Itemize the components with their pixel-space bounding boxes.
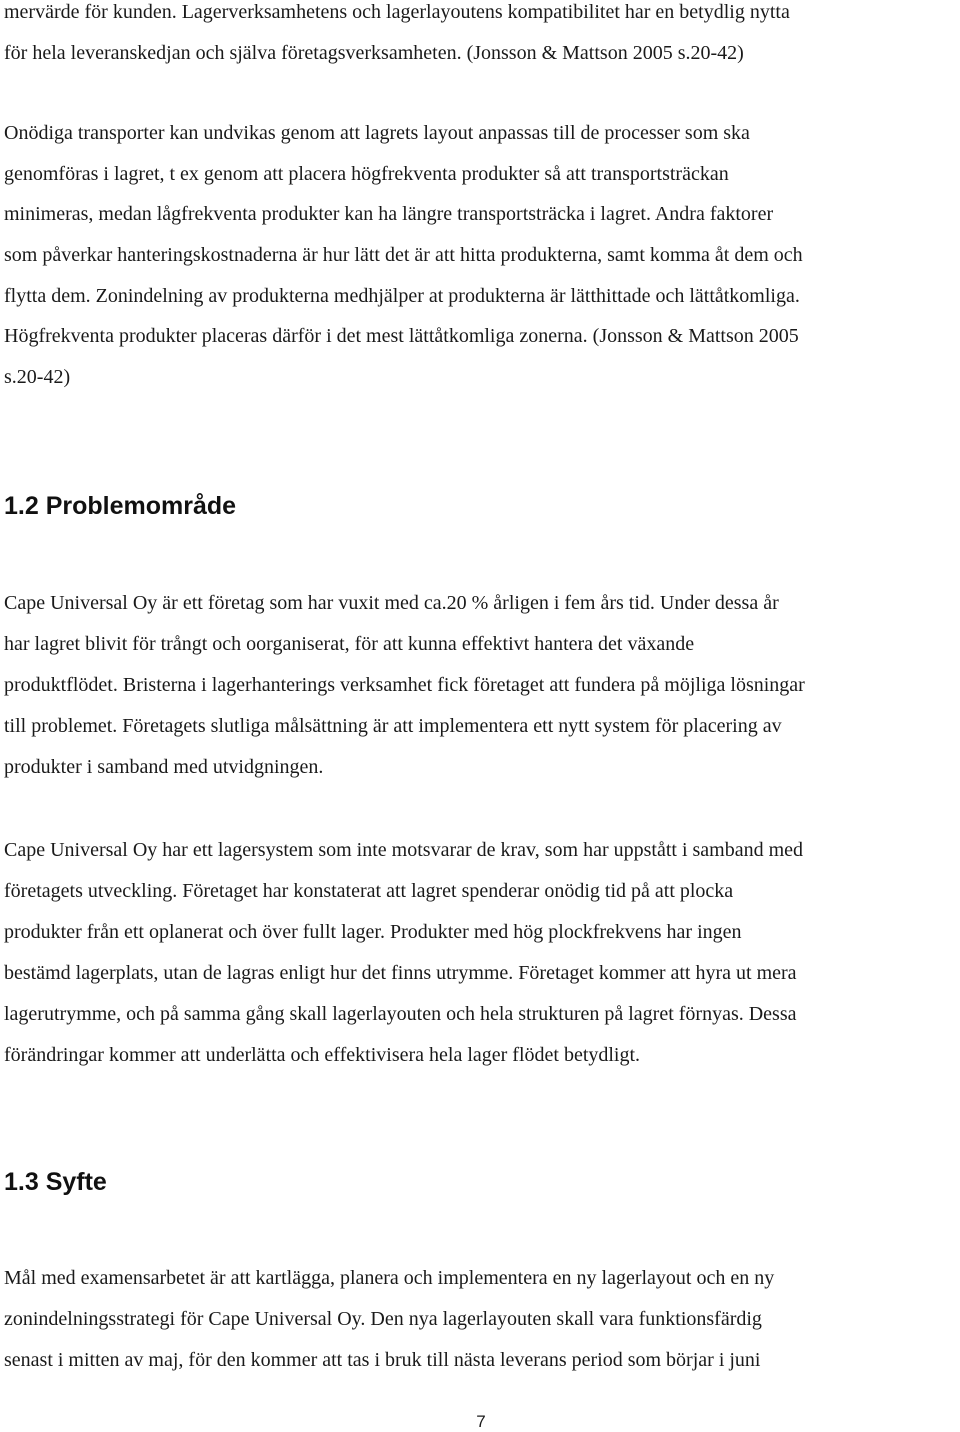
text-line: Onödiga transporter kan undvikas genom att lagrets layout anpassas till de processer som ska [4, 122, 750, 144]
text-line: senast i mitten av maj, för den kommer att tas i bruk till nästa leverans period som börjar i juni [4, 1349, 761, 1371]
text-line: s.20-42) [4, 366, 71, 388]
page-number: 7 [476, 1412, 486, 1431]
text-line: Cape Universal Oy har ett lagersystem som inte motsvarar de krav, som har uppstått i samband med [4, 839, 804, 861]
text-line: flytta dem. Zonindelning av produkterna medhjälper at produkterna är lätthittade och lättåtkomliga. [4, 285, 800, 307]
text-line: lagerutrymme, och på samma gång skall lagerlayouten och hela strukturen på lagret förnyas. Dessa [4, 1003, 797, 1025]
text-line: företagets utveckling. Företaget har konstaterat att lagret spenderar onödig tid på att plocka [4, 880, 734, 902]
text-line: genomföras i lagret, t ex genom att placera högfrekventa produkter så att transportsträckan [4, 163, 729, 185]
text-line: zonindelningsstrategi för Cape Universal Oy. Den nya lagerlayouten skall vara funktionsfärdig [4, 1308, 762, 1330]
text-line: Högfrekventa produkter placeras därför i det mest lättåtkomliga zonerna. (Jonsson & Mattson 2005 [4, 325, 799, 347]
text-line: Mål med examensarbetet är att kartlägga, planera och implementera en ny lagerlayout och en ny [4, 1267, 775, 1289]
section-heading-syfte: 1.3 Syfte [4, 1168, 107, 1196]
text-line: som påverkar hanteringskostnaderna är hur lätt det är att hitta produkterna, samt komma åt dem och [4, 244, 803, 266]
text-line: minimeras, medan lågfrekventa produkter kan ha längre transportsträcka i lagret. Andra faktorer [4, 203, 774, 225]
text-line: har lagret blivit för trångt och oorganiserat, för att kunna effektivt hantera det växande [4, 633, 695, 655]
section-heading-problemomrade: 1.2 Problemområde [4, 492, 237, 520]
text-line: Cape Universal Oy är ett företag som har vuxit med ca.20 % årligen i fem års tid. Under dessa år [4, 592, 779, 614]
text-line: produkter i samband med utvidgningen. [4, 756, 324, 778]
text-line: förändringar kommer att underlätta och effektivisera hela lager flödet betydligt. [4, 1044, 641, 1066]
document-page [4, 0, 959, 1430]
text-line: produktflödet. Bristerna i lagerhanterings verksamhet fick företaget att fundera på möjliga lösningar [4, 674, 805, 696]
text-line: mervärde för kunden. Lagerverksamhetens och lagerlayoutens kompatibilitet har en betydlig nytta [4, 1, 790, 23]
text-line: produkter från ett oplanerat och över fullt lager. Produkter med hög plockfrekvens har ingen [4, 921, 742, 943]
text-line: för hela leveranskedjan och själva företagsverksamheten. (Jonsson & Mattson 2005 s.20-42) [4, 42, 744, 64]
text-line: bestämd lagerplats, utan de lagras enligt hur det finns utrymme. Företaget kommer att hyra ut mera [4, 962, 797, 984]
text-line: till problemet. Företagets slutliga målsättning är att implementera ett nytt system för placering av [4, 715, 782, 737]
